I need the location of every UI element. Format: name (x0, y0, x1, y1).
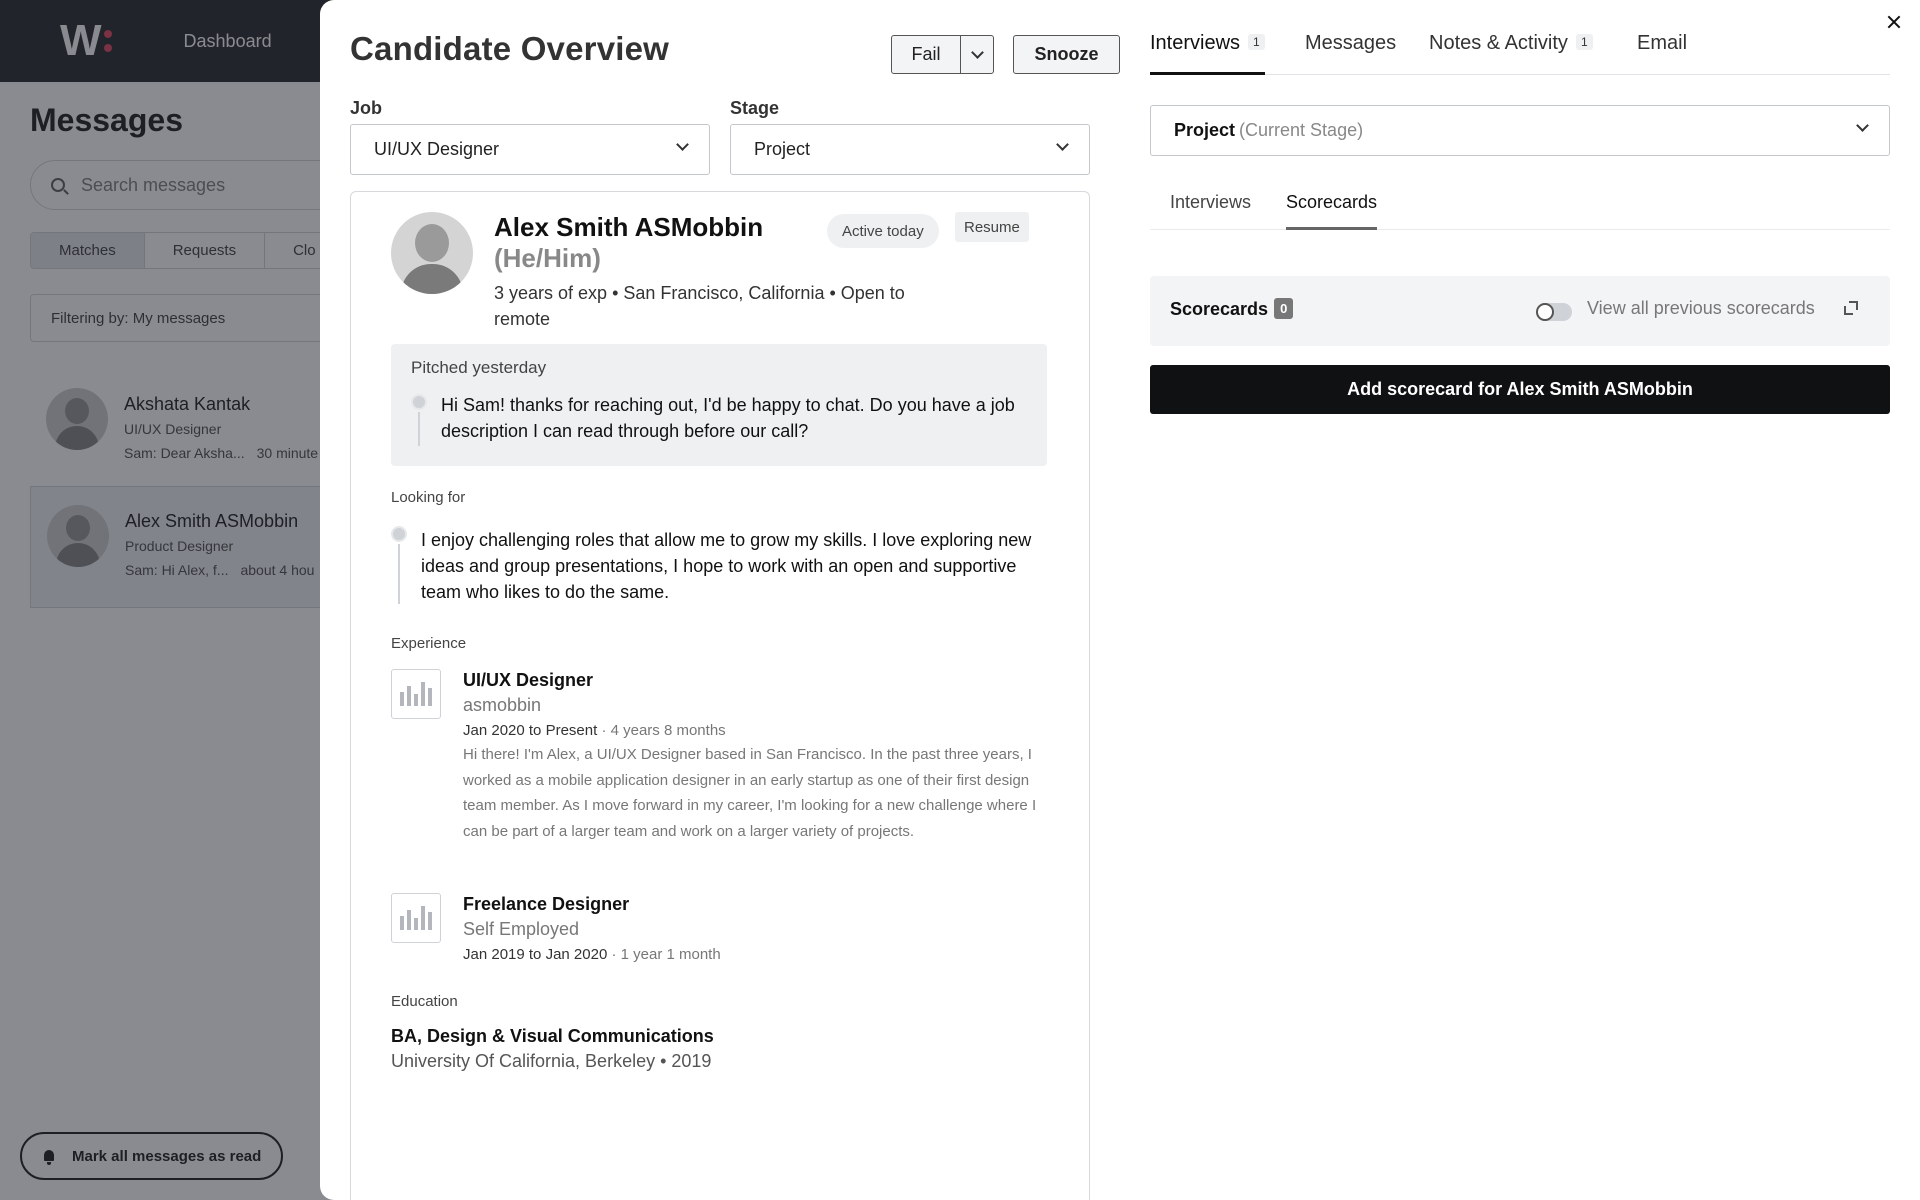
add-scorecard-button[interactable]: Add scorecard for Alex Smith ASMobbin (1150, 365, 1890, 414)
tab-interviews[interactable]: Interviews 1 (1150, 32, 1265, 75)
subtab-interviews[interactable]: Interviews (1170, 192, 1252, 212)
current-stage-suffix: (Current Stage) (1239, 120, 1364, 140)
quote-line (398, 544, 400, 604)
active-status-badge: Active today (827, 214, 939, 248)
scorecards-label: Scorecards 0 (1170, 298, 1293, 320)
view-previous-scorecards-label: View all previous scorecards (1587, 298, 1815, 318)
job-select[interactable] (350, 124, 710, 175)
scorecards-header (1150, 276, 1890, 346)
candidate-panel (350, 0, 1099, 1200)
experience-title: UI/UX Designer (463, 670, 594, 690)
modal-title: Candidate Overview (350, 30, 670, 67)
fail-button-group (891, 35, 994, 74)
candidate-name: Alex Smith ASMobbin (494, 212, 764, 242)
quote-dot-icon (391, 526, 407, 542)
looking-for-text: I enjoy challenging roles that allow me to grow my skills. I love exploring new ideas and group presentations, I hope to work with an open and supportive team who likes to do the same. (421, 530, 1032, 602)
looking-for-label: Looking for (391, 489, 466, 506)
view-previous-scorecards-toggle[interactable] (1536, 303, 1572, 321)
experience-title: Freelance Designer (463, 894, 630, 914)
expand-icon[interactable] (1844, 301, 1858, 315)
company-logo-icon (391, 893, 441, 943)
pitch-box (391, 344, 1047, 466)
stage-select[interactable] (730, 124, 1090, 175)
fail-options-dropdown[interactable] (961, 36, 993, 73)
fail-button[interactable]: Fail (892, 36, 961, 73)
education-label: Education (391, 993, 458, 1010)
experience-company: Self Employed (463, 919, 580, 939)
experience-dates: Jan 2020 to Present · 4 years 8 months (463, 722, 726, 739)
job-select-value: UI/UX Designer (374, 139, 500, 159)
experience-description: Hi there! I'm Alex, a UI/UX Designer based in San Francisco. In the past three years, I worked as a mobile application designer in an early startup as one of their first design team member. As I move forward in my career, I'm looking for a new challenge where I can be part of a larger team and work on a larger variety of projects. (463, 746, 1037, 840)
stage-label: Stage (730, 98, 780, 118)
job-label: Job (350, 98, 383, 118)
subtab-scorecards[interactable]: Scorecards (1286, 192, 1377, 230)
pitch-text: Hi Sam! thanks for reaching out, I'd be happy to chat. Do you have a job description I can read through before our call? (441, 395, 1015, 441)
quote-dot-icon (411, 394, 427, 410)
education-school: University Of California, Berkeley • 2019 (391, 1051, 712, 1071)
snooze-button[interactable]: Snooze (1013, 35, 1120, 74)
experience-label: Experience (391, 635, 467, 652)
right-tabs (1150, 30, 1890, 75)
chevron-down-icon (971, 46, 984, 59)
candidate-avatar (391, 212, 473, 294)
tab-notes-activity[interactable]: Notes & Activity 1 (1429, 32, 1593, 75)
candidate-overview-modal (320, 0, 1920, 1200)
candidate-profile-card (350, 191, 1090, 1200)
current-stage-value: Project (1174, 120, 1236, 140)
experience-company: asmobbin (463, 695, 542, 715)
current-stage-select[interactable] (1150, 105, 1890, 156)
interviews-panel (1150, 0, 1890, 1200)
company-logo-icon (391, 669, 441, 719)
experience-dates: Jan 2019 to Jan 2020 · 1 year 1 month (463, 946, 721, 963)
quote-line (418, 412, 420, 446)
chevron-down-icon (676, 138, 689, 151)
stage-select-value: Project (754, 139, 811, 159)
education-degree: BA, Design & Visual Communications (391, 1026, 714, 1046)
resume-button[interactable]: Resume (955, 212, 1029, 242)
candidate-pronouns: (He/Him) (494, 243, 601, 273)
scorecards-count-badge: 0 (1274, 298, 1293, 319)
sub-tabs (1150, 190, 1890, 230)
chevron-down-icon (1856, 119, 1869, 132)
chevron-down-icon (1056, 138, 1069, 151)
candidate-meta: 3 years of exp • San Francisco, California • Open to remote (494, 283, 905, 329)
tab-email[interactable]: Email (1637, 32, 1688, 54)
tab-messages[interactable]: Messages (1305, 32, 1397, 54)
pitch-label: Pitched yesterday (411, 358, 547, 377)
